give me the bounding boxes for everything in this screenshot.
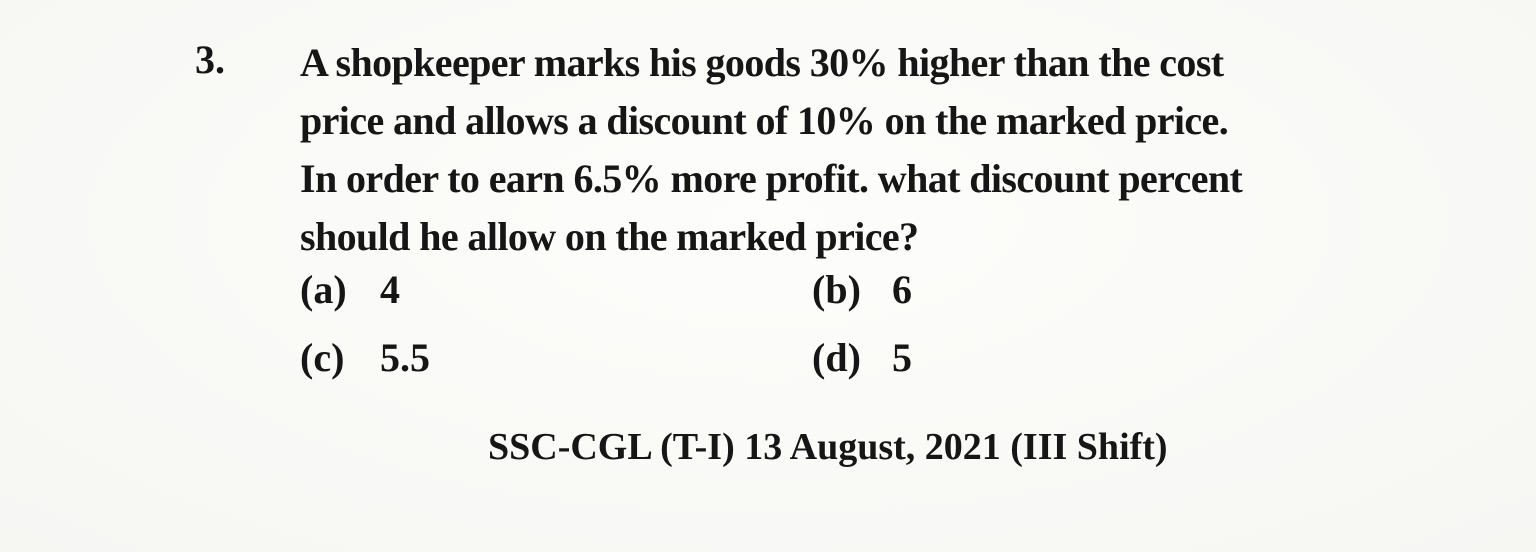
option-a[interactable]	[300, 264, 400, 316]
option-d-value: 5	[892, 335, 912, 380]
question-line: price and allows a discount of 10% on the marked price.	[300, 98, 1229, 143]
option-c-label: (c)	[300, 335, 345, 380]
question-line: In order to earn 6.5% more profit. what discount percent	[300, 156, 1243, 201]
option-d[interactable]	[812, 332, 912, 384]
option-b[interactable]	[812, 264, 912, 316]
option-c[interactable]	[300, 332, 430, 384]
question-number: 3.	[195, 37, 225, 82]
option-a-value: 4	[380, 267, 400, 312]
option-c-value: 5.5	[380, 335, 430, 380]
option-d-label: (d)	[812, 335, 861, 380]
question-text	[300, 34, 1310, 266]
exam-source: SSC-CGL (T-I) 13 August, 2021 (III Shift)	[488, 426, 1168, 468]
option-b-label: (b)	[812, 267, 861, 312]
question-line: should he allow on the marked price?	[300, 214, 919, 259]
option-a-label: (a)	[300, 267, 347, 312]
question-line: A shopkeeper marks his goods 30% higher than the cost	[300, 40, 1224, 85]
option-b-value: 6	[892, 267, 912, 312]
